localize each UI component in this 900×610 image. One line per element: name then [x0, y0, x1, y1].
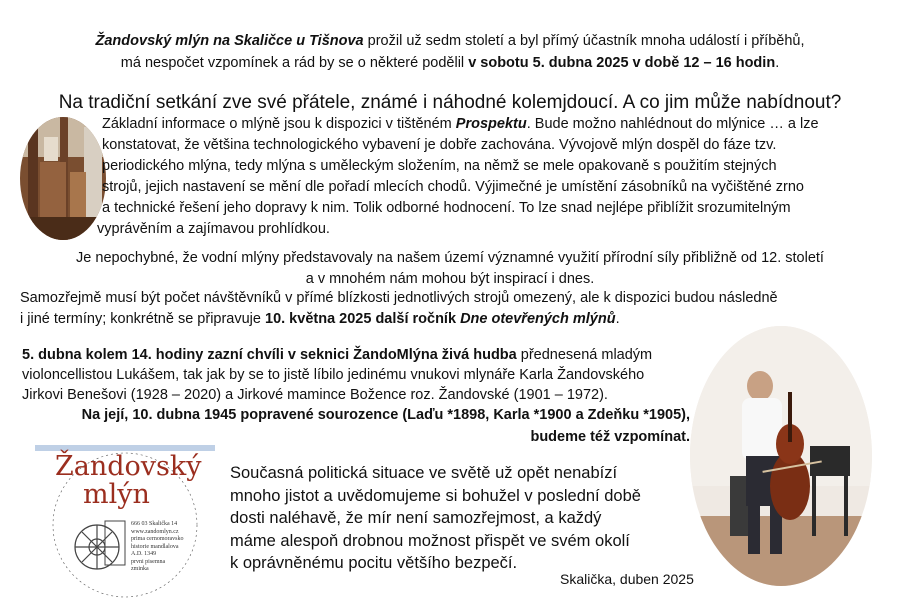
intro-line-1-rest: prožil už sedm století a byl přímý účastník mnoha událostí i příběhů,	[363, 33, 805, 49]
event-date: v sobotu 5. dubna 2025 v době 12 – 16 hodin	[468, 55, 776, 71]
intro-line-2	[20, 52, 880, 74]
concert-announcement: 5. dubna kolem 14. hodiny zazní chvíli v seknici ŽandoMlýna živá hudba	[22, 347, 517, 363]
logo-address-line-7: zminka	[131, 566, 149, 572]
info-line-1	[102, 114, 872, 135]
logo-title-line-2: mlýn	[83, 479, 150, 510]
political-line-5: k oprávněnému pocitu většího bezpečí.	[230, 554, 518, 572]
concert-line-3: Jirkovi Benešovi (1928 – 2020) a Jirkové mamince Božence roz. Žandovské (1901 – 1972).	[22, 387, 608, 403]
political-line-2: mnoho jistot a uvědomujeme si bohužel v poslední době	[230, 486, 641, 505]
info-line-3: periodického mlýna, tedy mlýna s uměleckým složením, na němž se mele opakovaně s použitím stejných	[102, 158, 777, 174]
mill-interior-image	[20, 117, 106, 240]
visitors-line-2-end: .	[615, 311, 620, 327]
logo-title	[55, 453, 205, 509]
mill-name: Žandovský mlýn na Skaličce u Tišnova	[95, 33, 364, 49]
info-line-4: strojů, jejich nastavení se mění dle pořadí mlecích chodů. Výjimečné je umístění zásobníků na vyčištěné zrno	[102, 179, 804, 195]
logo-address-line-6: prvni pisemna	[131, 558, 166, 565]
fact-line-2: a v mnohém nám mohou být inspirací i dnes.	[305, 271, 595, 287]
intro-line-2-start: má nespočet vzpomínek a rád by se o některé podělil	[120, 55, 469, 71]
prospekt-link-text: Prospektu	[455, 116, 527, 132]
concert-line-1-rest: přednesená mladým	[516, 347, 653, 363]
cellist-photo	[690, 326, 872, 586]
logo-address-line-1: 666 03 Skalička 14	[131, 521, 178, 527]
visitors-line-1: Samozřejmě musí být počet návštěvníků v přímé blízkosti jednotlivých strojů omezený, ale k dispozici budou následně	[20, 290, 778, 306]
political-paragraph	[230, 462, 690, 575]
logo-address-line-4: historie mandlalova	[131, 543, 179, 550]
open-mills-date: 10. května 2025 další ročník	[265, 311, 461, 327]
info-line-5: a technické řešení jeho dopravy k nim. Tolik odborné hodnocení. To lze snad nejlépe přiblížit srozumitelným	[102, 200, 791, 216]
logo-title-line-1: Žandovský	[55, 451, 202, 482]
place-date-signature: Skalička, duben 2025	[560, 571, 694, 587]
political-line-4: máme alespoň drobnou možnost přispět ve svém okolí	[230, 531, 630, 550]
memorial-line-2: budeme též vzpomínat.	[530, 429, 690, 445]
mill-interior-photo	[20, 117, 106, 240]
logo-address-line-2: www.zandomlyn.cz	[131, 528, 179, 535]
memorial-line-1: Na její, 10. dubna 1945 popravené sourozence (Laďu *1898, Karla *1900 a Zdeňku *1905),	[81, 407, 690, 423]
memorial-paragraph	[22, 404, 690, 448]
logo-address	[131, 521, 221, 574]
intro-line-2-end: .	[775, 55, 780, 71]
fact-line-1: Je nepochybné, že vodní mlýny představovaly na našem území významné využití přírodní síly přibližně od 12. století	[76, 250, 824, 266]
intro-line-1	[20, 30, 880, 52]
visitors-line-2	[20, 309, 880, 330]
info-line-1-start: Základní informace o mlýně jsou k dispozici v tištěném	[102, 116, 456, 132]
logo-address-line-5: A.D. 1349	[131, 551, 157, 557]
open-mills-event: Dne otevřených mlýnů	[460, 311, 616, 327]
concert-paragraph	[22, 345, 702, 405]
mill-info-paragraph	[97, 114, 872, 240]
info-line-6: vyprávěním a zajímavou prohlídkou.	[97, 221, 330, 237]
visitors-line-2-start: i jiné termíny; konkrétně se připravuje	[20, 311, 265, 327]
political-line-1: Současná politická situace ve světě už opět nenabízí	[230, 464, 618, 482]
visitors-paragraph	[20, 288, 880, 330]
watermills-fact-paragraph	[20, 248, 880, 290]
info-line-1-end: . Bude možno nahlédnout do mlýnice … a lze	[526, 116, 819, 132]
political-line-3: dosti naléhavě, že mír není samozřejmost, a každý	[230, 509, 602, 527]
concert-line-2: violoncellistou Lukášem, tak jak by se to jistě líbilo jedinému vnukovi mlynáře Karla Žandovského	[22, 367, 645, 383]
invitation-heading: Na tradiční setkání zve své přátele, známé i náhodné kolemjdoucí. A co jim může nabídnout?	[58, 92, 842, 113]
zandovsky-mlyn-logo	[35, 445, 215, 605]
logo-address-line-3: prima cernomoravsko	[131, 536, 184, 542]
intro-paragraph	[20, 30, 880, 74]
concert-line-1	[22, 345, 702, 365]
info-line-2: konstatovat, že většina technologického vybavení je dobře zachována. Vývojově mlýn dospěl do fáze tzv.	[102, 137, 777, 153]
cellist-image	[690, 326, 872, 586]
